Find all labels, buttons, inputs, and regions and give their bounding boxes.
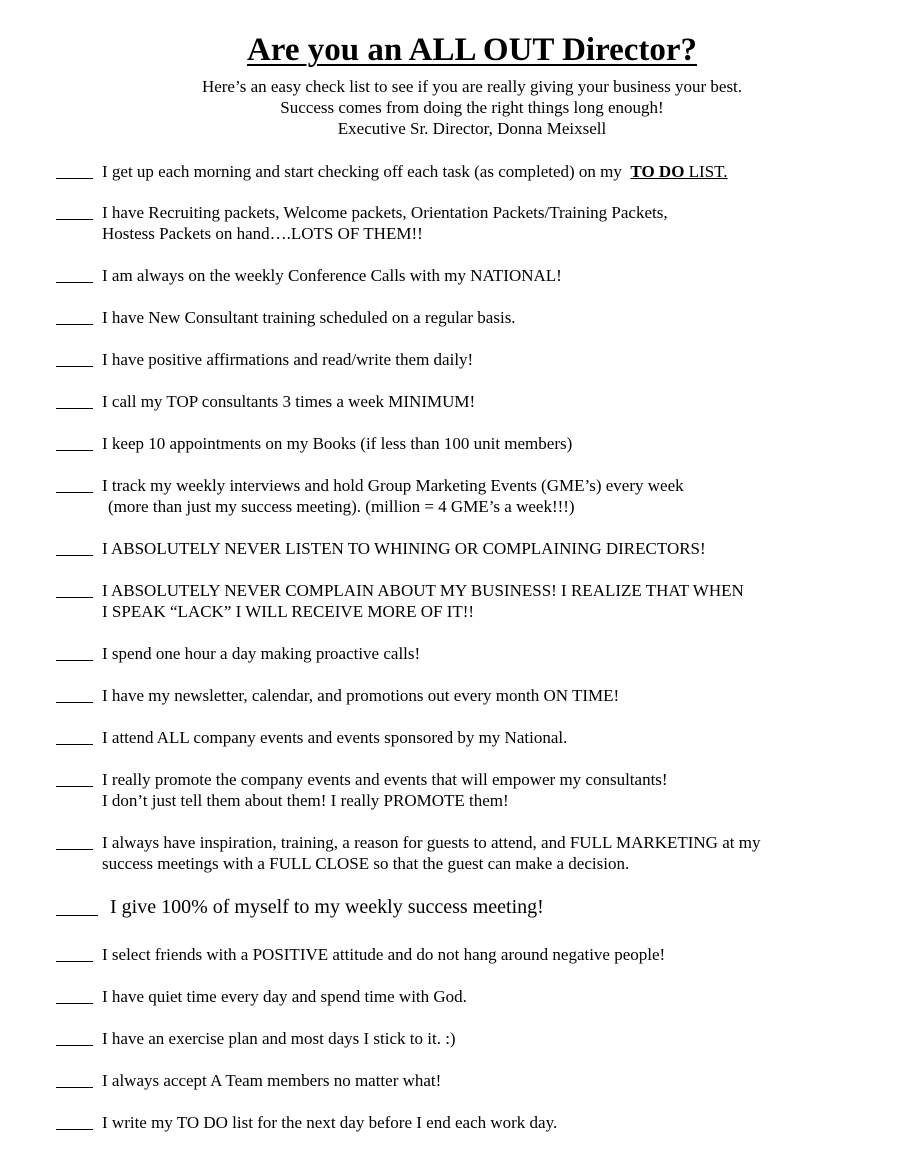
checkbox-blank[interactable] (56, 1025, 93, 1046)
subtitle-line: Success comes from doing the right things long enough! (280, 98, 664, 117)
author-line: Executive Sr. Director, Donna Meixsell (337, 119, 607, 138)
checklist-item-text: I always accept A Team members no matter what! (102, 1071, 442, 1090)
checkbox-blank[interactable] (56, 1067, 93, 1088)
checkbox-blank[interactable] (56, 577, 93, 598)
todo-emphasis-rest: LIST. (684, 162, 728, 181)
checkbox-blank[interactable] (56, 640, 93, 661)
checkbox-blank[interactable] (56, 262, 93, 283)
checkbox-blank[interactable] (56, 199, 93, 220)
checkbox-blank[interactable] (56, 158, 93, 179)
checklist-item-text: I have Recruiting packets, Welcome packets, Orientation Packets/Training Packets, Hostess Packets on hand….LOTS OF THEM!! (102, 203, 668, 243)
checklist-item-text: I call my TOP consultants 3 times a week MINIMUM! (102, 392, 476, 411)
checklist-item-text: I track my weekly interviews and hold Group Marketing Events (GME’s) every week (more than just my success meeting). (million = 4 GME’s a week!!!) (102, 476, 684, 516)
checklist-item-text: I have positive affirmations and read/write them daily! (102, 350, 474, 369)
checklist-item-text: I get up each morning and start checking off each task (as completed) on my TO DO LIST. (102, 162, 728, 181)
checklist-item-text: I always have inspiration, training, a reason for guests to attend, and FULL MARKETING at my success meetings with a FULL CLOSE so that the guest can make a decision. (102, 833, 761, 873)
checkbox-blank[interactable] (56, 941, 93, 962)
checklist-item-text: I have quiet time every day and spend time with God. (102, 987, 467, 1006)
checkbox-blank[interactable] (56, 724, 93, 745)
checklist-item-text: I really promote the company events and events that will empower my consultants! I don’t just tell them about them! I really PROMOTE them! (102, 770, 668, 810)
checkbox-blank[interactable] (56, 388, 93, 409)
checklist-item-text: I have an exercise plan and most days I stick to it. :) (102, 1029, 456, 1048)
checkbox-blank[interactable] (56, 829, 93, 850)
checklist-item-text: I attend ALL company events and events sponsored by my National. (102, 728, 568, 747)
checklist-item-text: I write my TO DO list for the next day before I end each work day. (102, 1113, 558, 1132)
checkbox-blank[interactable] (56, 766, 93, 787)
checkbox-blank[interactable] (56, 983, 93, 1004)
checklist-item-text: I keep 10 appointments on my Books (if less than 100 unit members) (102, 434, 573, 453)
checkbox-blank[interactable] (56, 346, 93, 367)
checkbox-blank[interactable] (56, 430, 93, 451)
checklist-item-text: I have New Consultant training scheduled on a regular basis. (102, 308, 516, 327)
checkbox-blank[interactable] (56, 304, 93, 325)
checkbox-blank[interactable] (56, 472, 93, 493)
checklist-item-text: I have my newsletter, calendar, and promotions out every month ON TIME! (102, 686, 620, 705)
checkbox-blank[interactable] (56, 892, 98, 916)
checkbox-blank[interactable] (56, 1109, 93, 1130)
todo-emphasis: TO DO (630, 162, 685, 181)
checkbox-blank[interactable] (56, 682, 93, 703)
checklist-item-text: I select friends with a POSITIVE attitude and do not hang around negative people! (102, 945, 666, 964)
subtitle-line: Here’s an easy check list to see if you are really giving your business your best. (201, 77, 743, 96)
checklist-item-text: I ABSOLUTELY NEVER COMPLAIN ABOUT MY BUSINESS! I REALIZE THAT WHEN I SPEAK “LACK” I WILL RECEIVE MORE OF IT!! (102, 581, 744, 621)
checklist-item-text: I ABSOLUTELY NEVER LISTEN TO WHINING OR COMPLAINING DIRECTORS! (102, 539, 706, 558)
checklist-item-text: I give 100% of myself to my weekly success meeting! (110, 896, 544, 918)
checkbox-blank[interactable] (56, 535, 93, 556)
checklist-item-text: I am always on the weekly Conference Calls with my NATIONAL! (102, 266, 562, 285)
page-title: Are you an ALL OUT Director? (246, 32, 698, 68)
checklist-item-text: I spend one hour a day making proactive calls! (102, 644, 421, 663)
